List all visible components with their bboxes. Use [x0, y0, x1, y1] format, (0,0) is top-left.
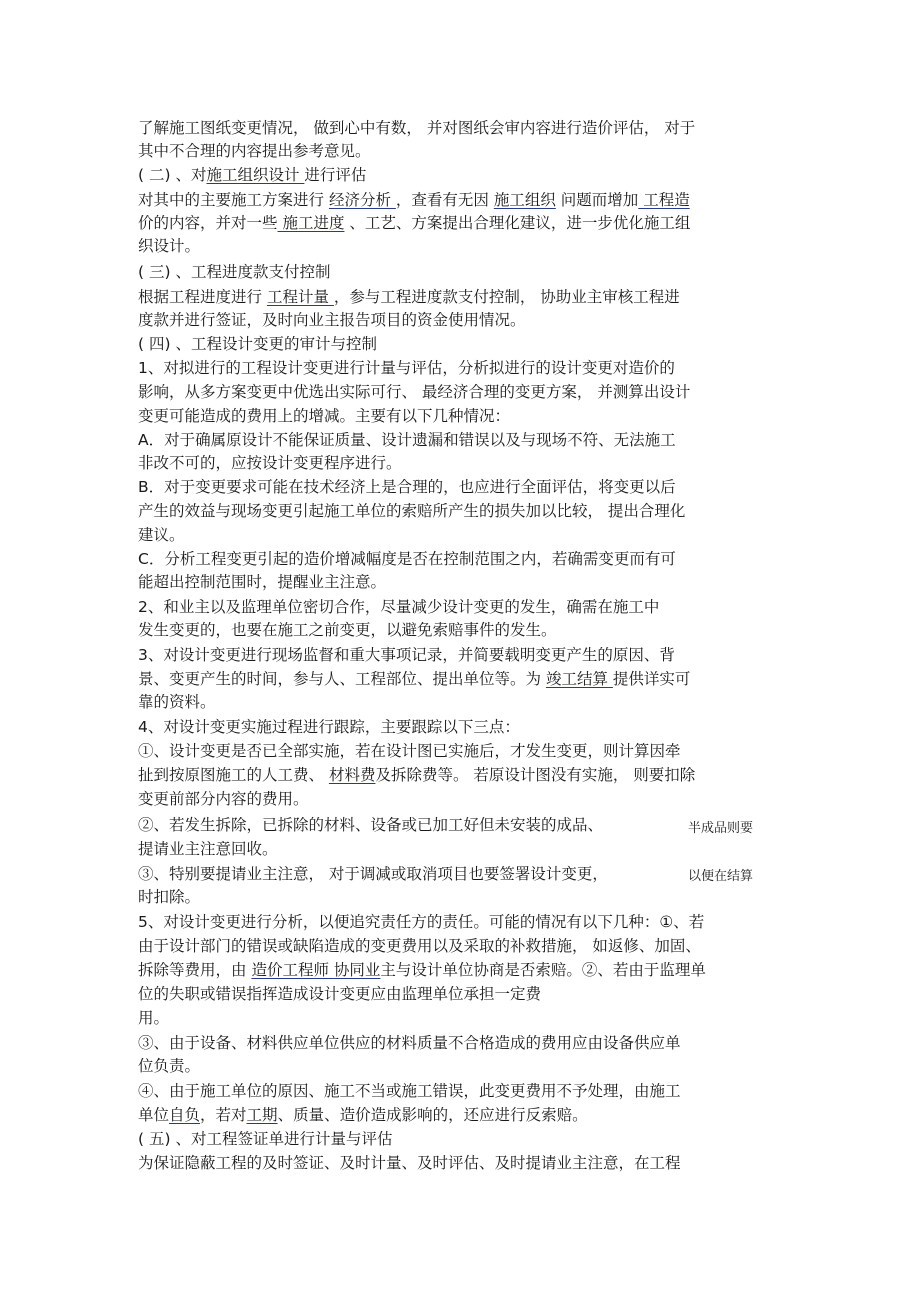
text-run: C．分析工程变更引起的造价增减幅度是否在控制范围之内，若确需变更而有可	[138, 550, 676, 568]
text-line	[138, 887, 200, 907]
text-run: 变更前部分内容的费用。	[138, 790, 309, 808]
text-line	[138, 572, 386, 592]
text-run: 其中不合理的内容提出参考意见。	[138, 142, 371, 160]
text-line	[138, 549, 676, 569]
text-line	[138, 406, 510, 426]
hyperlink-term: 经济分析	[328, 191, 396, 209]
text-line	[138, 525, 185, 545]
text-line	[138, 717, 520, 737]
text-line	[138, 620, 557, 640]
text-line	[138, 165, 366, 185]
text-line	[138, 1153, 681, 1173]
text-run: ，参与工程进度款支付控制， 协助业主审核工程进	[333, 288, 680, 306]
text-run: 根据工程进度进行	[138, 288, 267, 306]
text-line	[138, 501, 685, 521]
hyperlink-term: 自负	[169, 1106, 201, 1124]
text-run: ( 四) 、工程设计变更的审计与控制	[138, 335, 377, 353]
text-run: 及拆除费等。 若原设计图没有实施， 则要扣除	[375, 766, 696, 784]
side-note-semifinished: 半成品则要	[688, 821, 754, 836]
text-line	[138, 669, 690, 689]
text-run: 度款并进行签证，及时向业主报告项目的资金使用情况。	[138, 311, 526, 329]
hyperlink-term: 施工组织	[493, 191, 556, 209]
text-line	[138, 287, 680, 307]
hyperlink-term: 协同业	[333, 961, 381, 979]
text-run: 发生变更的，也要在施工之前变更，以避免索赔事件的发生。	[138, 621, 557, 639]
text-run: 扯到按原图施工的人工费、	[138, 766, 329, 784]
text-run: 织设计。	[138, 237, 201, 255]
text-run: 、质量、造价造成影响的，还应进行反索赔。	[277, 1106, 588, 1124]
text-run: 影响，从多方案变更中优选出实际可行、 最经济合理的变更方案， 并测算出设计	[138, 383, 691, 401]
text-line	[138, 597, 659, 617]
text-line	[138, 118, 695, 138]
text-line	[138, 936, 701, 956]
text-line	[138, 741, 681, 761]
text-line	[138, 1081, 681, 1101]
text-run: B．对于变更要求可能在技术经济上是合理的，也应进行全面评估，将变更以后	[138, 478, 676, 496]
text-run: 时扣除。	[138, 888, 201, 906]
text-run: ( 五) 、对工程签证单进行计量与评估	[138, 1130, 393, 1148]
text-line	[138, 1056, 200, 1076]
text-run: A．对于确属原设计不能保证质量、设计遗漏和错误以及与现场不符、无法施工	[138, 431, 676, 449]
text-run: 由于设计部门的错误或缺陷造成的变更费用以及采取的补救措施， 如返修、加固、	[138, 937, 701, 955]
text-line	[138, 262, 330, 282]
text-run: ，查看有无因	[395, 191, 494, 209]
text-run: ，若对	[200, 1106, 247, 1124]
text-run: 2、和业主以及监理单位密切合作，尽量减少设计变更的发生，确需在施工中	[138, 598, 660, 616]
text-line	[138, 815, 603, 835]
text-run: 用。	[138, 1009, 170, 1027]
text-line	[138, 1008, 169, 1028]
text-run: 主与设计单位协商是否索赔。②、若由于监理单	[380, 961, 706, 979]
text-line	[138, 453, 402, 473]
side-note-settlement: 以便在结算	[688, 869, 754, 884]
text-line	[138, 477, 676, 497]
text-run: ④、由于施工单位的原因、施工不当或施工错误，此变更费用不予处理，由施工	[138, 1082, 681, 1100]
text-line	[138, 960, 706, 980]
text-run: 进行评估	[304, 166, 367, 184]
hyperlink-term: 工期	[246, 1106, 278, 1124]
text-run: 位负责。	[138, 1057, 201, 1075]
text-run: ( 二) 、对	[138, 166, 207, 184]
text-run: 为保证隐蔽工程的及时签证、及时计量、及时评估、及时提请业主注意，在工程	[138, 1154, 681, 1172]
text-run: 4、对设计变更实施过程进行跟踪，主要跟踪以下三点：	[138, 718, 520, 736]
text-run: 位的失职或错误指挥造成设计变更应由监理单位承担一定费	[138, 985, 542, 1003]
text-line	[138, 141, 371, 161]
text-run: 3、对设计变更进行现场监督和重大事项记录，并简要载明变更产生的原因、背	[138, 646, 675, 664]
text-run: ②、若发生拆除，已拆除的材料、设备或已加工好但未安装的成品、	[138, 816, 604, 834]
hyperlink-term: 造价工程师	[251, 961, 334, 979]
text-line	[138, 213, 690, 233]
text-line	[138, 765, 695, 785]
text-line	[138, 692, 216, 712]
text-line	[138, 984, 541, 1004]
text-run: 问题而增加	[555, 191, 639, 209]
text-run: 1、对拟进行的工程设计变更进行计量与评估，分析拟进行的设计变更对造价的	[138, 359, 675, 377]
hyperlink-term: 材料费	[328, 766, 376, 784]
text-run: 变更可能造成的费用上的增减。主要有以下几种情况：	[138, 407, 511, 425]
text-line	[138, 236, 200, 256]
text-run: 拆除等费用，由	[138, 961, 252, 979]
hyperlink-term: 竣工结算	[545, 670, 613, 688]
text-line	[138, 1129, 392, 1149]
text-run: 非改不可的，应按设计变更程序进行。	[138, 454, 402, 472]
text-line	[138, 310, 526, 330]
hyperlink-term: 工程造	[638, 191, 690, 209]
text-line	[138, 382, 690, 402]
text-run: ③、由于设备、材料供应单位供应的材料质量不合格造成的费用应由设备供应单	[138, 1034, 681, 1052]
text-line	[138, 334, 377, 354]
text-run: 靠的资料。	[138, 693, 216, 711]
text-line	[138, 912, 704, 932]
text-run: 产生的效益与现场变更引起施工单位的索赔所产生的损失加以比较， 提出合理化	[138, 502, 686, 520]
text-run: ③、特别要提请业主注意， 对于调减或取消项目也要签署设计变更，	[138, 865, 608, 883]
text-line	[138, 1105, 588, 1125]
text-run: 提供详实可	[612, 670, 691, 688]
text-run: 、工艺、方案提出合理化建议，进一步优化施工组	[344, 214, 691, 232]
text-line	[138, 789, 309, 809]
text-run: ①、设计变更是否已全部实施，若在设计图已实施后，才发生变更，则计算因牵	[138, 742, 681, 760]
text-run: 对其中的主要施工方案进行	[138, 191, 329, 209]
text-line	[138, 645, 675, 665]
text-run: 建议。	[138, 526, 185, 544]
text-run: 单位	[138, 1106, 170, 1124]
text-line	[138, 839, 278, 859]
text-run: 价的内容，并对一些	[138, 214, 278, 232]
text-line	[138, 358, 675, 378]
hyperlink-term: 施工组织设计	[206, 166, 305, 184]
text-line	[138, 190, 690, 210]
text-line	[138, 1033, 681, 1053]
text-line	[138, 864, 608, 884]
hyperlink-term: 工程计量	[266, 288, 334, 306]
hyperlink-term: 施工进度	[277, 214, 345, 232]
text-run: 了解施工图纸变更情况， 做到心中有数， 并对图纸会审内容进行造价评估， 对于	[138, 119, 696, 137]
text-run: 5、对设计变更进行分析，以便追究责任方的责任。可能的情况有以下几种：①、若	[138, 913, 705, 931]
text-run: 能超出控制范围时，提醒业主注意。	[138, 573, 387, 591]
text-line	[138, 430, 676, 450]
text-run: 提请业主注意回收。	[138, 840, 278, 858]
text-run: 景、变更产生的时间，参与人、工程部位、提出单位等。为	[138, 670, 546, 688]
text-run: ( 三) 、工程进度款支付控制	[138, 263, 331, 281]
